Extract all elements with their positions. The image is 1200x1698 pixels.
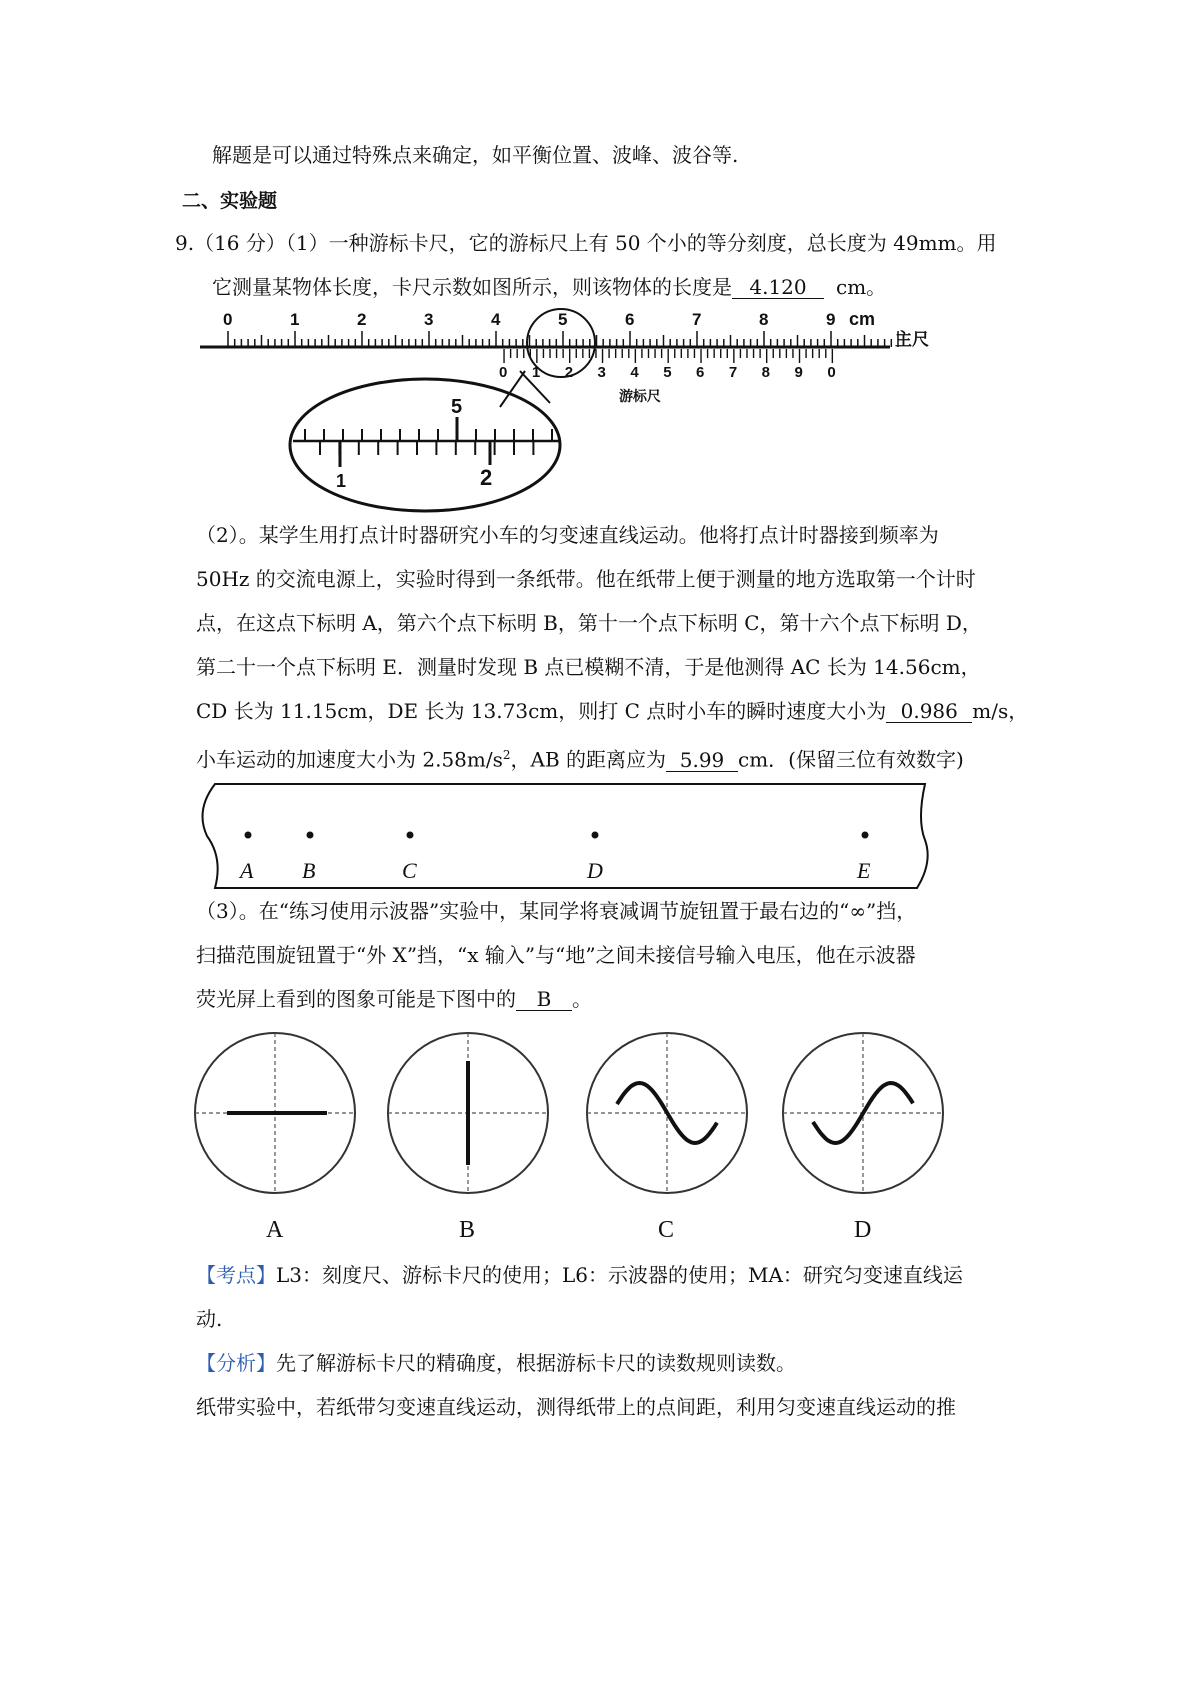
scope-label: B: [459, 1217, 476, 1243]
p2-line3: 点，在这点下标明 A，第六个点下标明 B，第十一个点下标明 C，第十六个点下标明 D，: [196, 611, 982, 635]
scope-label: C: [658, 1217, 675, 1243]
text: cm。: [836, 275, 887, 299]
kaodian-line2: 动.: [196, 1307, 223, 1331]
vernier-number: 9: [794, 364, 803, 381]
paper-tape-figure: [195, 780, 935, 895]
text: 小车运动的加速度大小为 2.58m/s: [196, 747, 503, 772]
tape-dot: [862, 832, 869, 839]
vernier-number: 6: [696, 364, 705, 381]
fenxi-tag: 【分析】: [196, 1351, 276, 1375]
vernier-number: 4: [630, 364, 639, 381]
scope-label: A: [266, 1217, 284, 1243]
tape-point-label: D: [587, 858, 603, 883]
zoom-number: 5: [451, 396, 463, 418]
p2-line6: [196, 740, 964, 775]
answer-blank: 5.99: [666, 749, 738, 772]
vernier-label: 游标尺: [618, 388, 661, 404]
main-scale-number: 6: [625, 310, 635, 329]
main-scale-label: 主尺: [895, 330, 929, 349]
text: 先了解游标卡尺的精确度，根据游标卡尺的读数规则读数。: [276, 1351, 796, 1375]
question-9-line2: [212, 272, 886, 302]
unit-label: cm: [849, 309, 876, 329]
section-heading: 二、实验题: [182, 190, 278, 212]
text: m/s，: [972, 699, 1029, 723]
vernier-number: 5: [663, 364, 672, 381]
main-scale-number: 2: [357, 310, 367, 329]
tape-point-label: C: [402, 858, 417, 883]
text: 。: [572, 987, 592, 1011]
tape-point-label: A: [240, 858, 254, 883]
answer-blank: B: [516, 988, 572, 1011]
tape-point-label: B: [302, 858, 316, 883]
main-scale-number: 1: [290, 310, 300, 329]
text: ，AB 的距离应为: [510, 747, 666, 772]
text: 荧光屏上看到的图象可能是下图中的: [196, 987, 516, 1011]
p2-line1: （2）。某学生用打点计时器研究小车的匀变速直线运动。他将打点计时器接到频率为: [196, 523, 939, 547]
tape-dot: [245, 832, 252, 839]
question-9-line1: 9.（16 分）（1）一种游标卡尺，它的游标尺上有 50 个小的等分刻度，总长度为 49mm。用: [175, 231, 997, 255]
main-scale-number: 8: [759, 310, 769, 329]
text: cm．(保留三位有效数字): [738, 747, 964, 772]
tape-dot: [307, 832, 314, 839]
text: 它测量某物体长度，卡尺示数如图所示，则该物体的长度是: [212, 275, 732, 299]
main-scale-number: 0: [223, 310, 233, 329]
answer-blank: 4.120: [732, 276, 824, 299]
fenxi-line: [196, 1348, 796, 1378]
scope-label: D: [854, 1217, 872, 1243]
answer-blank: 0.986: [886, 700, 972, 723]
main-scale-number: 7: [692, 310, 702, 329]
tape-dot: [592, 832, 599, 839]
p2-line4: 第二十一个点下标明 E．测量时发现 B 点已模糊不清，于是他测得 AC 长为 14.56cm，: [196, 655, 981, 679]
p2-line2: 50Hz 的交流电源上，实验时得到一条纸带。他在纸带上便于测量的地方选取第一个计时: [196, 567, 976, 591]
oscilloscope-figure: [185, 1030, 955, 1255]
kaodian-line1: [196, 1260, 963, 1290]
text-line: 解题是可以通过特殊点来确定，如平衡位置、波峰、波谷等.: [212, 143, 739, 167]
superscript: 2: [502, 748, 511, 762]
text: L3：刻度尺、游标卡尺的使用；L6：示波器的使用；MA：研究匀变速直线运: [276, 1263, 963, 1287]
vernier-number: 3: [597, 364, 606, 381]
tape-dot: [407, 832, 414, 839]
text-line: 纸带实验中，若纸带匀变速直线运动，测得纸带上的点间距，利用匀变速直线运动的推: [196, 1395, 956, 1419]
kaodian-tag: 【考点】: [196, 1263, 276, 1287]
vernier-number: 7: [728, 364, 738, 381]
vernier-number: 0: [827, 364, 836, 381]
zoom-number: 2: [480, 465, 493, 490]
vernier-number: 0: [499, 364, 508, 381]
vernier-number: 2: [564, 364, 574, 381]
vernier-caliper-figure: [190, 305, 950, 520]
vernier-number: 1: [531, 364, 541, 381]
p3-line2: 扫描范围旋钮置于“外 X”挡，“x 输入”与“地”之间未接信号输入电压，他在示波器: [196, 943, 916, 967]
main-scale-number: 9: [826, 310, 836, 329]
p2-line5: [196, 696, 1028, 726]
vernier-number: 8: [761, 364, 771, 381]
main-scale-number: 5: [558, 310, 568, 329]
main-scale-number: 4: [491, 310, 501, 329]
zoom-number: 1: [336, 471, 347, 491]
tape-point-label: E: [857, 858, 871, 883]
p3-line3: [196, 984, 592, 1014]
p3-line1: （3）。在“练习使用示波器”实验中，某同学将衰减调节旋钮置于最右边的“∞”挡，: [196, 899, 917, 923]
text: CD 长为 11.15cm，DE 长为 13.73cm，则打 C 点时小车的瞬时速度大小为: [196, 699, 887, 723]
zoom-ellipse: [290, 379, 560, 511]
main-scale-number: 3: [424, 310, 434, 329]
